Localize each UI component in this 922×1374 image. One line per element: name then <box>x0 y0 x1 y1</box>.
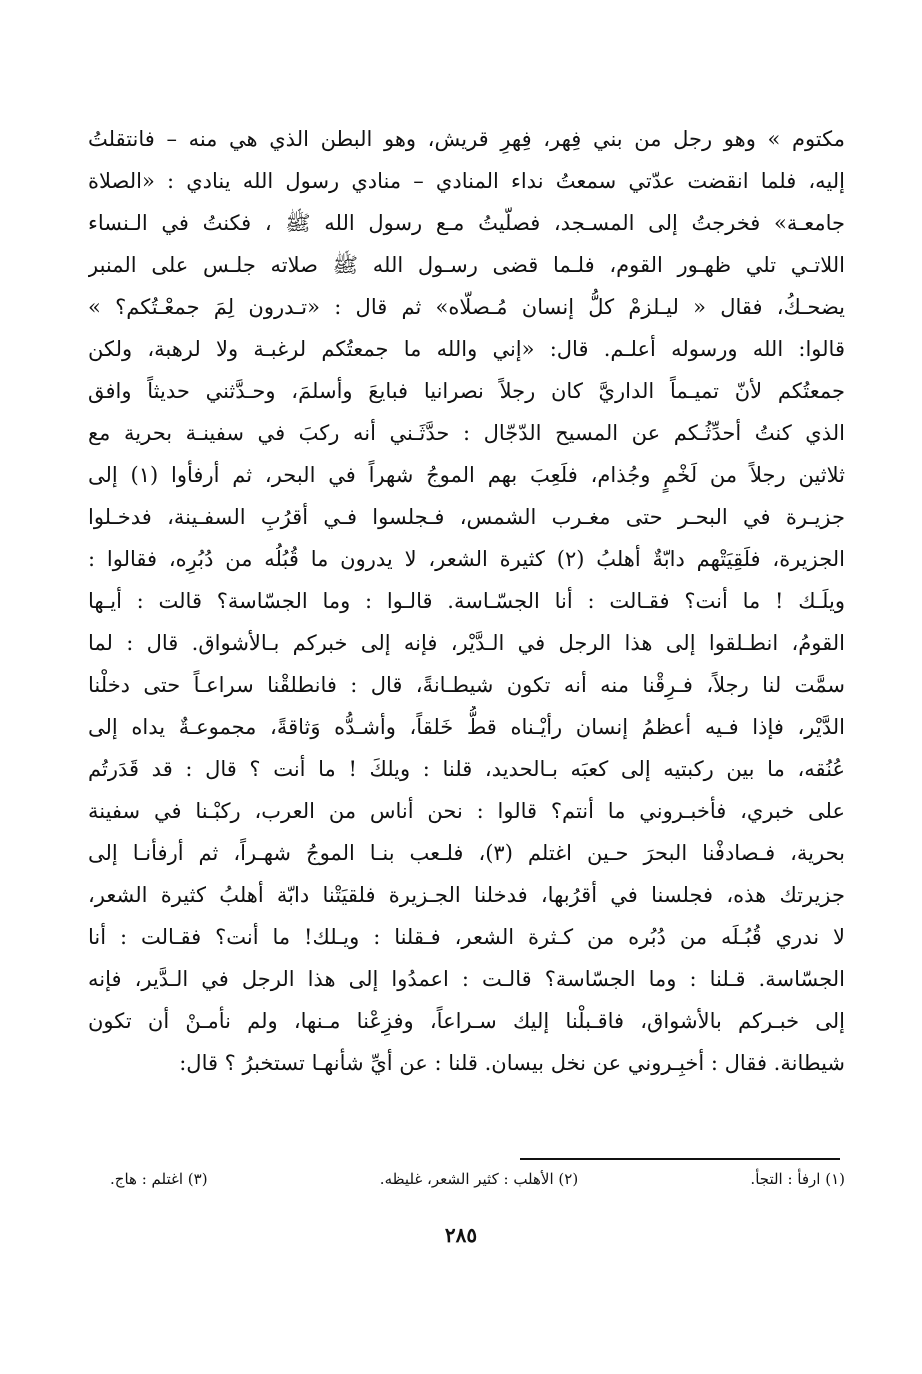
text-line: الجسّاسة. قـلنا : وما الجسّاسة؟ قالـت : اعمدُوا إلى هذا الرجل في الـدَّير، فإنه <box>88 967 845 991</box>
main-text-block <box>88 118 845 1084</box>
text-line: سمَّت لنا رجلاً، فـرِقْنا منه أنه تكون شيطـانةً، قال : فانطلقْنا سراعـاً حتى دخلْنا <box>88 673 845 697</box>
text-line: لا ندري قُبُـلَه من دُبُره من كـثرة الشعر، فـقلنا : ويـلك! ما أنت؟ فقـالت : أنا <box>88 925 845 949</box>
footnotes <box>110 1166 845 1192</box>
text-line: إليه، فلما انقضت عدّتي سمعتُ نداء المنادي – منادي رسول الله ينادي : «الصلاة <box>88 169 845 193</box>
text-line: الذي كنتُ أحدِّثُـكم عن المسيح الدّجّال : حدَّثَـني أنه ركبَ في سفينـة بحرية مع <box>88 421 845 445</box>
footnote-separator <box>520 1158 840 1160</box>
footnote-1: (١) ارفأ : التجأ. <box>750 1170 845 1188</box>
text-line: القومُ، انطـلقوا إلى هذا الرجل في الـدَّيْر، فإنه إلى خبركم بـالأشواق. قال : لما <box>88 631 845 655</box>
page-number: ٢٨٥ <box>444 1223 478 1247</box>
text-line: جامعـة» فخرجتُ إلى المسـجد، فصلّيتُ مـع رسول الله ﷺ ، فكنتُ في الـنساء <box>88 211 845 235</box>
footnote-2: (٢) الأهلب : كثير الشعر، غليظه. <box>379 1170 579 1188</box>
text-line: إلى خبـركم بالأشواق، فاقـبلْنا إليك سـراعاً، وفزِعْنا مـنها، ولم نأمـنْ أن تكون <box>88 1009 845 1033</box>
text-line: على خبري، فأخبـروني ما أنتم؟ قالوا : نحن أناس من العرب، ركبْـنا في سفينة <box>88 799 845 823</box>
footnote-3: (٣) اغتلم : هاج. <box>110 1170 208 1188</box>
text-line: الجزيرة، فلَقِيَتْهم دابّةٌ أهلبُ (٢) كثيرة الشعر، لا يدرون ما قُبُلُه من دُبُرِه، فقالوا : <box>88 547 845 571</box>
text-line: جزيـرة في البحـر حتى مغـرب الشمس، فـجلسوا فـي أقرُبِ السفـينة، فدخـلوا <box>88 505 845 529</box>
text-line: ويلَـك ! ما أنت؟ فقـالت : أنا الجسّـاسة. قالـوا : وما الجسّاسة؟ قالت : أيـها <box>88 589 845 613</box>
text-line: مكتوم » وهو رجل من بني فِهر، فِهرِ قريش، وهو البطن الذي هي منه – فانتقلتُ <box>88 127 845 151</box>
text-line: ثلاثين رجلاً من لَخْمٍ وجُذام، فلَعِبَ بهم الموجُ شهراً في البحر، ثم أرفأوا (١) إلى <box>88 463 845 487</box>
text-line: اللاتـي تلي ظهـور القوم، فلـما قضى رسـول الله ﷺ صلاته جلـس على المنبر <box>88 253 845 277</box>
text-line: بحرية، فـصادفْنا البحرَ حـين اغتلم (٣)، فلـعب بنـا الموجُ شهـراً، ثم أرفأنـا إلى <box>88 841 845 865</box>
text-line: عُنُقه، ما بين ركبتيه إلى كعبَه بـالحديد، قلنا : ويلكَ ! ما أنت ؟ قال : قد قَدَرتُم <box>88 757 845 781</box>
text-line: شيطانة. فقال : أخبِـروني عن نخل بيسان. قلنا : عن أيِّ شأنهـا تستخبرُ ؟ قال: <box>179 1051 845 1075</box>
text-line: يضحـكُ، فقال « ليـلزمْ كلُّ إنسان مُـصلّاه» ثم قال : «تـدرون لِمَ جمعْـتُكم؟ » <box>88 295 845 319</box>
text-line: جزيرتك هذه، فجلسنا في أقرُبها، فدخلنا الجـزيرة فلقيَتْنا دابّة أهلبُ كثيرة الشعر، <box>88 883 845 907</box>
text-line: جمعتُكم لأنّ تميـماً الداريَّ كان رجلاً نصرانيا فبايعَ وأسلمَ، وحـدَّثني حديثاً وافق <box>88 379 845 403</box>
text-line: الدَّيْر، فإذا فـيه أعظمُ إنسان رأيْـناه قطُّ خَلقاً، وأشـدُّه وَثاقةً، مجموعـةٌ يداه إلى <box>88 715 845 739</box>
text-line: قالوا: الله ورسوله أعلـم. قال: «إني والله ما جمعتُكم لرغبـة ولا لرهبة، ولكن <box>88 337 845 361</box>
